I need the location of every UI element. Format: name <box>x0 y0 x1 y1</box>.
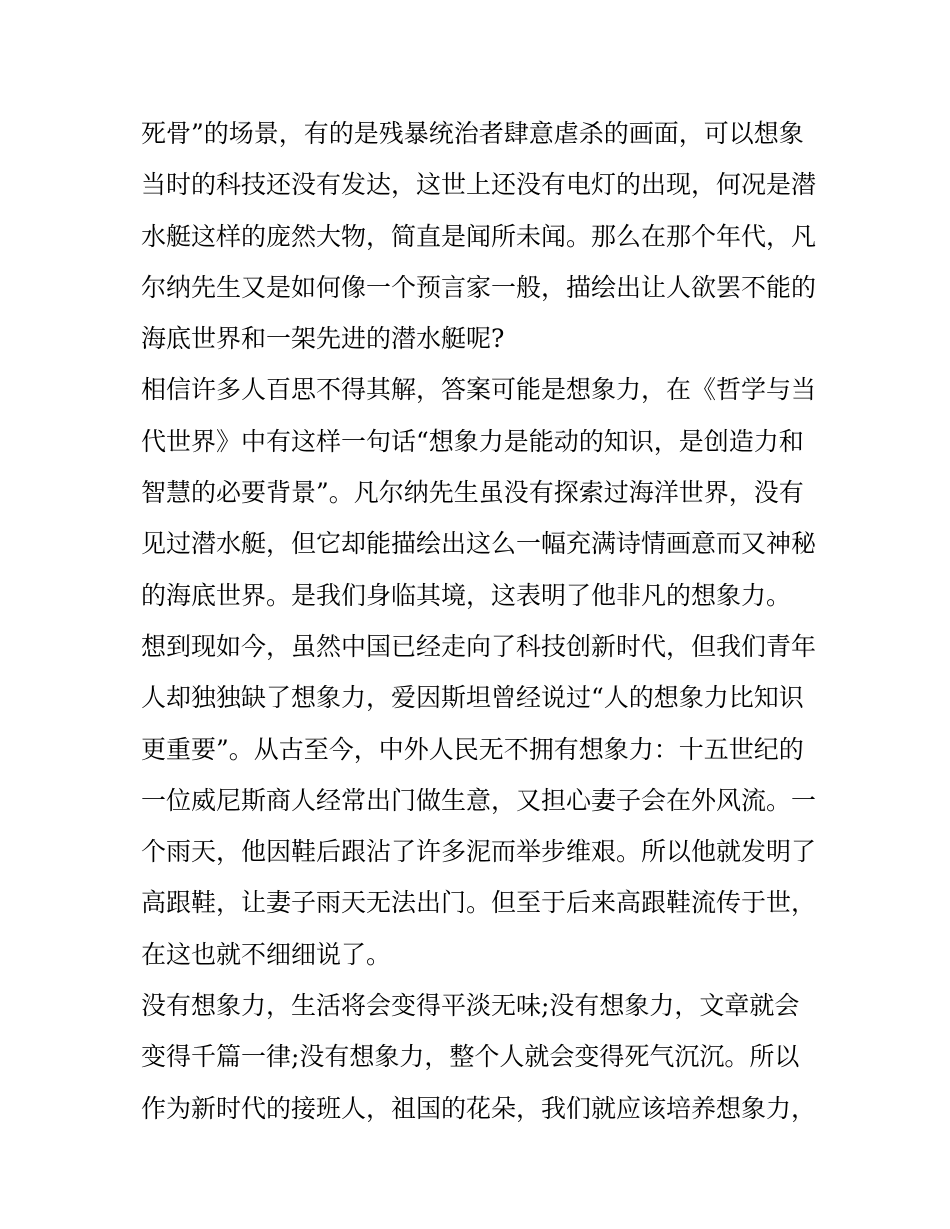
text-line: 的海底世界。是我们身临其境，这表明了他非凡的想象力。 <box>141 580 792 610</box>
text-line: 没有想象力，生活将会变得平淡无味;没有想象力，文章就会 <box>141 991 800 1021</box>
text-line: 尔纳先生又是如何像一个预言家一般，描绘出让人欲罢不能的 <box>141 272 817 302</box>
text-line: 更重要”。从古至今，中外人民无不拥有想象力：十五世纪的 <box>141 734 804 764</box>
text-line: 水艇这样的庞然大物，简直是闻所未闻。那么在那个年代，凡 <box>141 221 817 251</box>
text-line: 想到现如今，虽然中国已经走向了科技创新时代，但我们青年 <box>141 631 817 661</box>
text-line: 人却独独缺了想象力，爱因斯坦曾经说过“人的想象力比知识 <box>141 683 804 713</box>
text-line: 死骨”的场景，有的是残暴统治者肆意虐杀的画面，可以想象 <box>141 119 804 148</box>
text-line: 相信许多人百思不得其解，答案可能是想象力，在《哲学与当 <box>141 375 817 405</box>
text-line: 高跟鞋，让妻子雨天无法出门。但至于后来高跟鞋流传于世， <box>141 888 817 918</box>
text-line: 一位威尼斯商人经常出门做生意，又担心妻子会在外风流。一 <box>141 785 817 815</box>
text-line: 个雨天，他因鞋后跟沾了许多泥而举步维艰。所以他就发明了 <box>141 837 817 867</box>
text-line: 当时的科技还没有发达，这世上还没有电灯的出现，何况是潜 <box>141 170 817 200</box>
text-line: 智慧的必要背景”。凡尔纳先生虽没有探索过海洋世界，没有 <box>141 478 804 508</box>
text-line: 代世界》中有这样一句话“想象力是能动的知识，是创造力和 <box>141 426 804 456</box>
essay-body <box>141 108 821 1134</box>
text-line: 见过潜水艇，但它却能描绘出这么一幅充满诗情画意而又神秘 <box>141 529 817 559</box>
text-line: 变得千篇一律;没有想象力，整个人就会变得死气沉沉。所以 <box>141 1042 800 1072</box>
text-line: 作为新时代的接班人，祖国的花朵，我们就应该培养想象力， <box>141 1093 817 1123</box>
text-line: 海底世界和一架先进的潜水艇呢? <box>141 324 505 354</box>
text-line: 在这也就不细细说了。 <box>141 939 392 969</box>
